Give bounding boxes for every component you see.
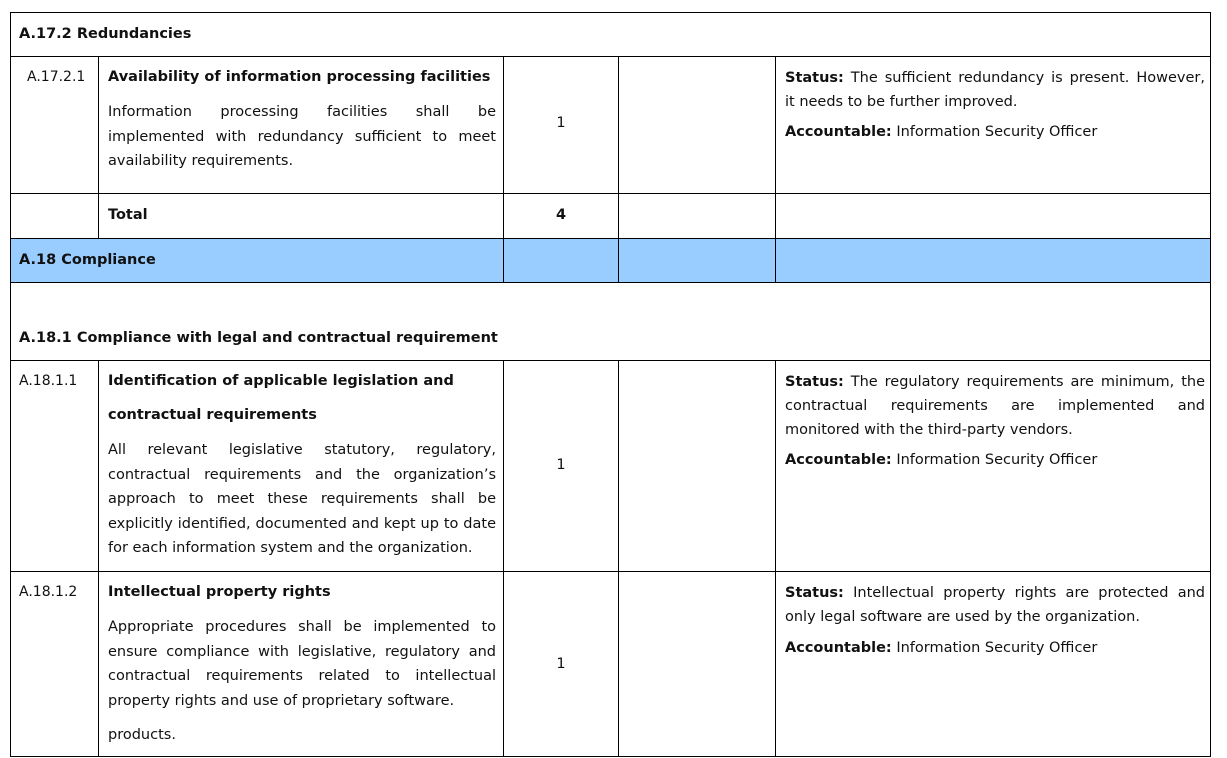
accountable-value: Information Security Officer xyxy=(891,452,1098,468)
status-text xyxy=(785,370,1205,442)
empty-cell xyxy=(775,194,1212,238)
section-row-a17-2 xyxy=(10,12,1211,56)
status-value: Intellectual property rights are protected and only legal software are used by the organization. xyxy=(785,585,1205,625)
accountable-text xyxy=(785,452,1205,468)
empty-cell xyxy=(618,57,775,193)
empty-cell xyxy=(11,194,98,238)
control-cell xyxy=(98,572,503,756)
status-label: Status: xyxy=(785,70,844,86)
status-cell xyxy=(775,57,1212,193)
empty-cell xyxy=(775,239,1212,282)
control-title-line2: contractual requirements xyxy=(108,407,317,423)
control-title xyxy=(108,364,496,432)
status-text xyxy=(785,581,1205,629)
control-description: Appropriate procedures shall be implemented to ensure compliance with legislative, regulatory and contractual requirements related to intellectual property rights and use of proprietary software. xyxy=(108,619,496,709)
control-description-extra: products. xyxy=(108,727,176,743)
total-value: 4 xyxy=(555,207,567,223)
section-title-cell xyxy=(11,239,503,282)
accountable-label: Accountable: xyxy=(785,452,892,468)
accountable-text xyxy=(785,640,1205,656)
section-title: A.18.1 Compliance with legal and contractual requirement xyxy=(19,330,498,346)
empty-cell xyxy=(618,194,775,238)
empty-cell xyxy=(618,239,775,282)
status-value: The sufficient redundancy is present. However, it needs to be further improved. xyxy=(785,70,1205,110)
table-row-a18-1-2 xyxy=(10,571,1211,757)
empty-cell xyxy=(503,239,618,282)
total-value-cell xyxy=(503,194,618,238)
section-title: A.18 Compliance xyxy=(19,252,156,268)
table-row-a17-2-1 xyxy=(10,56,1211,193)
accountable-label: Accountable: xyxy=(785,640,892,656)
accountable-value: Information Security Officer xyxy=(891,640,1098,656)
control-description: All relevant legislative statutory, regulatory, contractual requirements and the organization’s approach to meet these requirements shall be explicitly identified, documented and kept up to date for each information system and the organization. xyxy=(108,442,496,556)
control-score: 1 xyxy=(556,457,566,473)
control-code: A.18.1.2 xyxy=(19,584,78,600)
accountable-label: Accountable: xyxy=(785,124,892,140)
control-title: Intellectual property rights xyxy=(108,584,331,600)
empty-cell xyxy=(618,361,775,571)
score-cell xyxy=(503,361,618,571)
control-cell xyxy=(98,361,503,571)
section-row-a18-1 xyxy=(10,282,1211,360)
control-score: 1 xyxy=(556,656,566,672)
section-title: A.17.2 Redundancies xyxy=(19,26,192,42)
controls-table xyxy=(10,12,1213,757)
score-cell xyxy=(503,57,618,193)
status-cell xyxy=(775,361,1212,571)
total-label: Total xyxy=(108,207,148,223)
control-cell xyxy=(98,57,503,193)
code-cell xyxy=(11,572,98,756)
empty-cell xyxy=(618,572,775,756)
accountable-text xyxy=(785,124,1205,140)
control-title-line1: Identification of applicable legislation and xyxy=(108,373,454,389)
control-description: Information processing facilities shall be implemented with redundancy sufficient to meet availability requirements. xyxy=(108,104,496,169)
status-value: The regulatory requirements are minimum, the contractual requirements are implemented and monitored with the third-party vendors. xyxy=(785,374,1205,438)
total-label-cell xyxy=(98,194,503,238)
table-row-a18-1-1 xyxy=(10,360,1211,571)
status-label: Status: xyxy=(785,585,844,601)
total-row xyxy=(10,193,1211,238)
status-label: Status: xyxy=(785,374,844,390)
control-code: A.17.2.1 xyxy=(27,69,86,85)
status-text xyxy=(785,66,1205,114)
accountable-value: Information Security Officer xyxy=(891,124,1098,140)
code-cell xyxy=(11,57,98,193)
code-cell xyxy=(11,361,98,571)
score-cell xyxy=(503,572,618,756)
control-title: Availability of information processing facilities xyxy=(108,69,491,85)
control-score: 1 xyxy=(556,115,566,131)
control-code: A.18.1.1 xyxy=(19,373,78,389)
section-row-a18 xyxy=(10,238,1211,282)
status-cell xyxy=(775,572,1212,756)
